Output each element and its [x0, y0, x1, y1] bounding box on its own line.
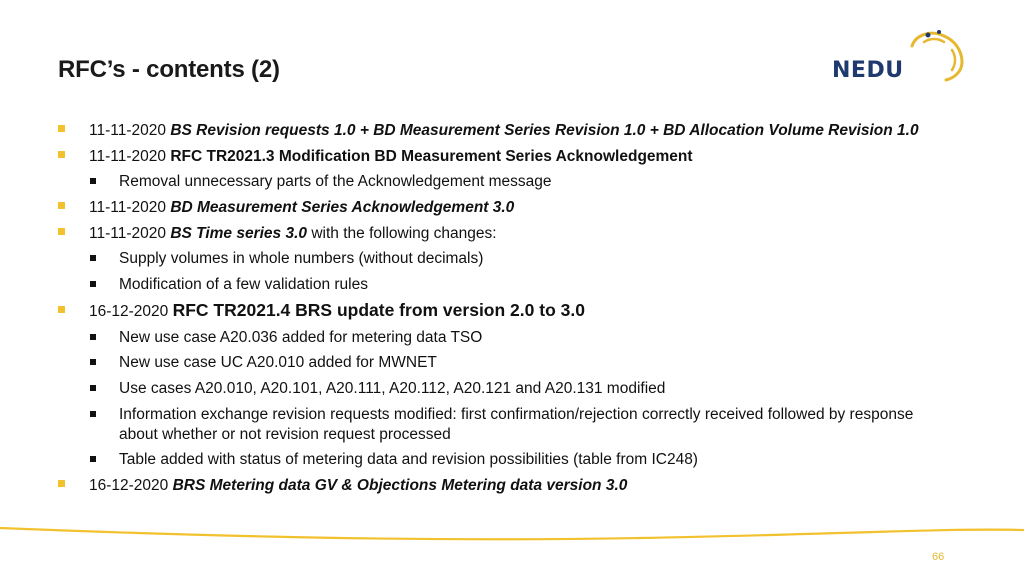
item-text: Information exchange revision requests modified: first confirmation/rejection correctly received followed by response about whether or not revision request processed: [119, 405, 914, 443]
bullet-square-icon: [90, 281, 96, 287]
item-date: 16-12-2020: [89, 302, 169, 320]
item-text: Modification of a few validation rules: [119, 276, 368, 294]
item-text: RFC TR2021.3 Modification BD Measurement Series Acknowledgement: [170, 147, 693, 165]
item-text: BS Revision requests 1.0 + BD Measurement Series Revision 1.0 + BD Allocation Volume Revision 1.0: [170, 122, 919, 139]
bullet-square-icon: [58, 125, 65, 132]
bullet-square-icon: [90, 411, 96, 417]
item-text: Table added with status of metering data and revision possibilities (table from IC248): [119, 451, 698, 469]
bullet-square-icon: [58, 228, 65, 235]
list-item: [58, 147, 958, 167]
bullet-square-icon: [90, 359, 96, 365]
list-item: [58, 275, 958, 295]
item-text: Removal unnecessary parts of the Acknowledgement message: [119, 173, 552, 191]
item-date: 11-11-2020: [89, 122, 166, 139]
item-text: BS Time series 3.0: [170, 224, 308, 242]
bullet-square-icon: [90, 334, 96, 340]
item-text: BD Measurement Series Acknowledgement 3.0: [170, 199, 515, 217]
item-date: 11-11-2020: [89, 199, 166, 217]
slide-title: RFC’s - contents (2): [58, 56, 280, 83]
list-item: [58, 450, 958, 470]
item-text: BRS Metering data GV & Objections Metering data version 3.0: [172, 476, 628, 494]
list-item: [58, 476, 958, 496]
bullet-square-icon: [90, 385, 96, 391]
decorative-wave-line: [0, 520, 1024, 544]
item-text: New use case UC A20.010 added for MWNET: [119, 354, 437, 372]
item-suffix: with the following changes:: [311, 224, 497, 242]
item-text: Use cases A20.010, A20.101, A20.111, A20.112, A20.121 and A20.131 modified: [119, 379, 666, 397]
bullet-square-icon: [58, 202, 65, 209]
item-date: 11-11-2020: [89, 147, 166, 165]
list-item: [58, 198, 958, 218]
item-text: Supply volumes in whole numbers (without decimals): [119, 250, 484, 268]
list-item: [58, 300, 958, 322]
nedu-logo: [832, 28, 972, 88]
list-item: [58, 328, 958, 348]
nedu-swirl-logo-icon: [906, 28, 970, 84]
bullet-square-icon: [90, 255, 96, 261]
list-item: [58, 405, 939, 445]
page-number: 66: [932, 551, 945, 563]
bullet-square-icon: [90, 178, 96, 184]
list-item: [58, 224, 958, 244]
item-date: 16-12-2020: [89, 476, 169, 494]
bullet-square-icon: [58, 480, 65, 487]
list-item: [58, 172, 958, 192]
item-text: New use case A20.036 added for metering data TSO: [119, 328, 483, 346]
list-item: [58, 121, 958, 141]
bullet-square-icon: [90, 456, 96, 462]
logo-text: NEDU: [832, 58, 904, 83]
bullet-list: [58, 121, 958, 502]
bullet-square-icon: [58, 306, 65, 313]
bullet-square-icon: [58, 151, 65, 158]
list-item: [58, 379, 958, 399]
list-item: [58, 353, 958, 373]
list-item: [58, 249, 958, 269]
item-date: 11-11-2020: [89, 224, 166, 242]
item-text: RFC TR2021.4 BRS update from version 2.0 to 3.0: [172, 299, 585, 320]
